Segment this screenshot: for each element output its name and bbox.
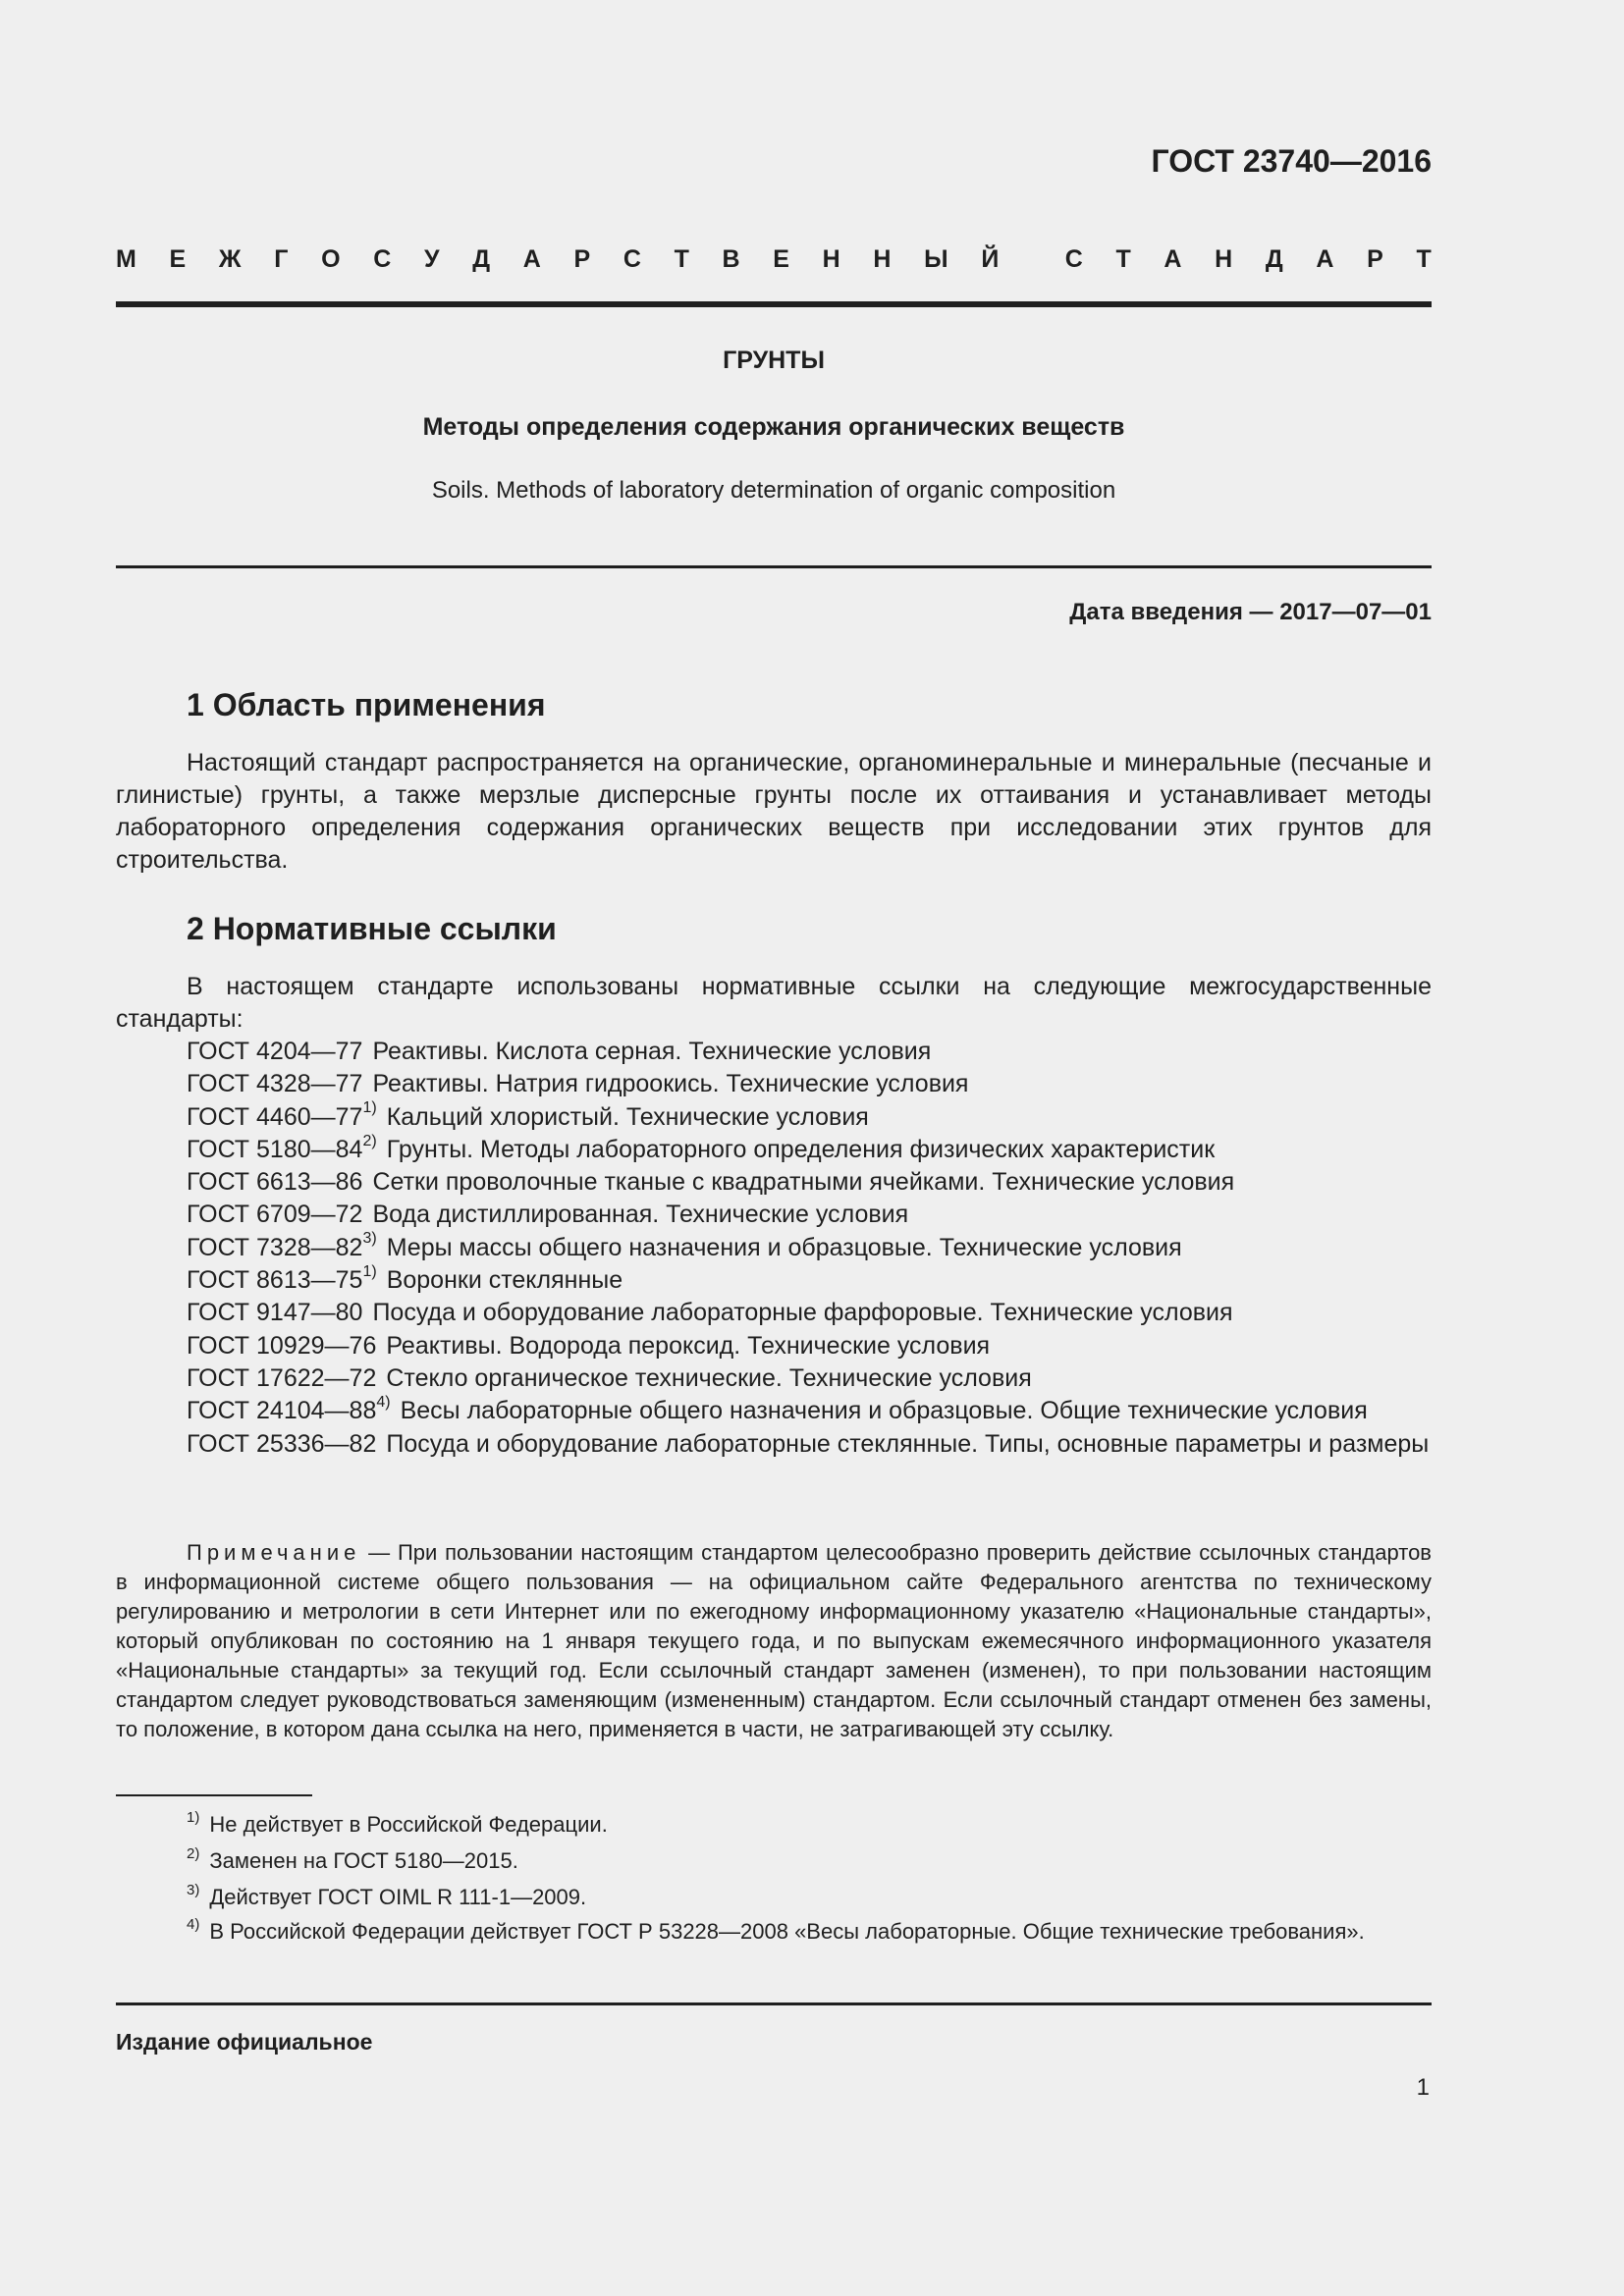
reference-code: ГОСТ 4204—77 xyxy=(187,1038,363,1065)
reference-code: ГОСТ 24104—88 xyxy=(187,1397,377,1425)
reference-item xyxy=(116,1330,1432,1362)
banner-letter: Н xyxy=(873,245,892,273)
banner-letter: А xyxy=(1164,245,1182,273)
reference-code: ГОСТ 9147—80 xyxy=(187,1299,363,1327)
banner-letter: Ы xyxy=(924,245,948,273)
references-list xyxy=(116,1036,1432,1461)
reference-code: ГОСТ 4460—77 xyxy=(187,1102,363,1131)
footnote xyxy=(116,1810,1432,1840)
reference-item xyxy=(116,1264,1432,1297)
scope-paragraph: Настоящий стандарт распространяется на органические, органоминеральные и минеральные (песчаные и глинистые) грунты, а также мерзлые дисперсные грунты после их оттаивания и устанавливает методы лабораторного определения содержания органических веществ при исследовании этих грунтов для строительства. xyxy=(116,749,1432,874)
reference-code: ГОСТ 8613—75 xyxy=(187,1266,363,1295)
reference-item xyxy=(116,1232,1432,1264)
header-rule xyxy=(116,301,1432,307)
reference-title: Реактивы. Кислота серная. Технические условия xyxy=(372,1038,932,1065)
reference-item xyxy=(116,1068,1432,1100)
reference-title: Весы лабораторные общего назначения и образцовые. Общие технические условия xyxy=(400,1397,1368,1425)
reference-item xyxy=(116,1362,1432,1395)
note-label: Примечание xyxy=(187,1540,361,1565)
document-number: ГОСТ 23740—2016 xyxy=(1151,143,1432,179)
footnote-separator xyxy=(116,1794,312,1796)
footnote-mark: 4) xyxy=(376,1393,391,1411)
banner-letter: Н xyxy=(822,245,840,273)
reference-title: Посуда и оборудование лабораторные стеклянные. Типы, основные параметры и размеры xyxy=(386,1429,1430,1458)
reference-code: ГОСТ 4328—77 xyxy=(187,1070,363,1098)
standard-type-banner xyxy=(116,245,1432,285)
section-heading-references: 2 Нормативные ссылки xyxy=(187,911,557,946)
banner-letter: Р xyxy=(573,245,591,273)
banner-letter: Д xyxy=(1265,245,1283,273)
reference-item xyxy=(116,1428,1432,1461)
footnote-mark: 1) xyxy=(187,1808,200,1826)
reference-title: Реактивы. Натрия гидроокись. Технические условия xyxy=(372,1070,969,1098)
references-intro: В настоящем стандарте использованы нормативные ссылки на следующие межгосударственные стандарты: xyxy=(116,973,1432,1033)
reference-item xyxy=(116,1166,1432,1199)
footnote-text: Действует ГОСТ OIML R 111-1—2009. xyxy=(209,1885,587,1909)
section-heading-scope: 1 Область применения xyxy=(187,687,546,722)
reference-code: ГОСТ 7328—82 xyxy=(187,1233,363,1261)
banner-letter: А xyxy=(522,245,541,273)
document-title: ГРУНТЫ xyxy=(723,347,825,374)
banner-letter: В xyxy=(722,245,740,273)
banner-letter: Е xyxy=(169,245,187,273)
reference-code: ГОСТ 25336—82 xyxy=(187,1429,377,1458)
reference-title: Стекло органическое технические. Технические условия xyxy=(386,1363,1032,1392)
reference-item xyxy=(116,1101,1432,1134)
title-rule xyxy=(116,565,1432,568)
footnote-mark: 1) xyxy=(362,1099,377,1117)
footnote-mark: 3) xyxy=(362,1230,377,1248)
references-note xyxy=(116,1538,1432,1744)
reference-code: ГОСТ 6613—86 xyxy=(187,1168,363,1197)
reference-item xyxy=(116,1395,1432,1427)
banner-letter: С xyxy=(373,245,392,273)
banner-letter: Т xyxy=(1416,245,1432,273)
footnote-mark: 4) xyxy=(187,1915,200,1933)
banner-letter: У xyxy=(423,245,440,273)
banner-letter: А xyxy=(1316,245,1334,273)
reference-title: Сетки проволочные тканые с квадратными ячейками. Технические условия xyxy=(372,1168,1235,1197)
document-page xyxy=(116,0,1432,2296)
reference-item xyxy=(116,1036,1432,1068)
reference-title: Реактивы. Водорода пероксид. Технические условия xyxy=(386,1331,991,1360)
reference-item xyxy=(116,1199,1432,1231)
footnote xyxy=(116,1917,1432,1947)
banner-letter: Й xyxy=(981,245,1000,273)
banner-letter: Ж xyxy=(218,245,242,273)
reference-code: ГОСТ 10929—76 xyxy=(187,1331,377,1360)
footnote-mark: 2) xyxy=(187,1844,200,1862)
document-title-english: Soils. Methods of laboratory determination of organic composition xyxy=(431,477,1116,504)
footnote-mark: 3) xyxy=(187,1881,200,1898)
banner-letter: С xyxy=(623,245,641,273)
banner-letter: О xyxy=(321,245,341,273)
banner-letter: Г xyxy=(274,245,289,273)
footnote-mark: 2) xyxy=(362,1132,377,1149)
reference-title: Воронки стеклянные xyxy=(386,1266,623,1295)
reference-title: Посуда и оборудование лабораторные фарфоровые. Технические условия xyxy=(372,1299,1233,1327)
banner-letter: Т xyxy=(1115,245,1131,273)
reference-code: ГОСТ 5180—84 xyxy=(187,1135,363,1163)
reference-title: Вода дистиллированная. Технические условия xyxy=(372,1201,909,1229)
introduction-date: Дата введения — 2017—07—01 xyxy=(1069,599,1432,625)
footnote-text: Не действует в Российской Федерации. xyxy=(209,1812,608,1837)
reference-code: ГОСТ 6709—72 xyxy=(187,1201,363,1229)
banner-letter: Е xyxy=(773,245,789,273)
edition-label: Издание официальное xyxy=(116,2029,373,2055)
note-text: — При пользовании настоящим стандартом целесообразно проверить действие ссылочных стандартов в информационной системе общего пользования — на официальном сайте Федерального агентства по техническому регулированию и метрологии в сети Интернет или по ежегодному информационному указателю «Национальные стандарты», который опубликован по состоянию на 1 января текущего года, и по выпускам ежемесячного информационного указателя «Национальные стандарты» за текущий год. Если ссылочный стандарт заменен (изменен), то при пользовании настоящим стандартом следует руководствоваться заменяющим (измененным) стандартом. Если ссылочный стандарт отменен без замены, то положение, в котором дана ссылка на него, применяется в части, не затрагивающей эту ссылку. xyxy=(116,1540,1432,1741)
document-subtitle: Методы определения содержания органических веществ xyxy=(422,413,1125,441)
banner-letter: М xyxy=(116,245,136,273)
banner-letter: Р xyxy=(1367,245,1383,273)
footnote-mark: 1) xyxy=(362,1262,377,1280)
banner-letter: Д xyxy=(472,245,491,273)
reference-title: Грунты. Методы лабораторного определения физических характеристик xyxy=(386,1135,1216,1163)
page-number: 1 xyxy=(1416,2074,1430,2101)
footnote-text: В Российской Федерации действует ГОСТ Р 53228—2008 «Весы лабораторные. Общие технические требования». xyxy=(209,1919,1365,1944)
reference-code: ГОСТ 17622—72 xyxy=(187,1363,377,1392)
footnote xyxy=(116,1883,1432,1912)
reference-title: Меры массы общего назначения и образцовые. Технические условия xyxy=(386,1233,1182,1261)
banner-letter: С xyxy=(1064,245,1083,273)
banner-letter: Т xyxy=(674,245,689,273)
footnote-text: Заменен на ГОСТ 5180—2015. xyxy=(209,1848,518,1873)
reference-item xyxy=(116,1297,1432,1329)
reference-item xyxy=(116,1134,1432,1166)
banner-letter: Н xyxy=(1215,245,1233,273)
footer-rule xyxy=(116,2002,1432,2005)
footnote xyxy=(116,1846,1432,1876)
reference-title: Кальций хлористый. Технические условия xyxy=(386,1102,869,1131)
